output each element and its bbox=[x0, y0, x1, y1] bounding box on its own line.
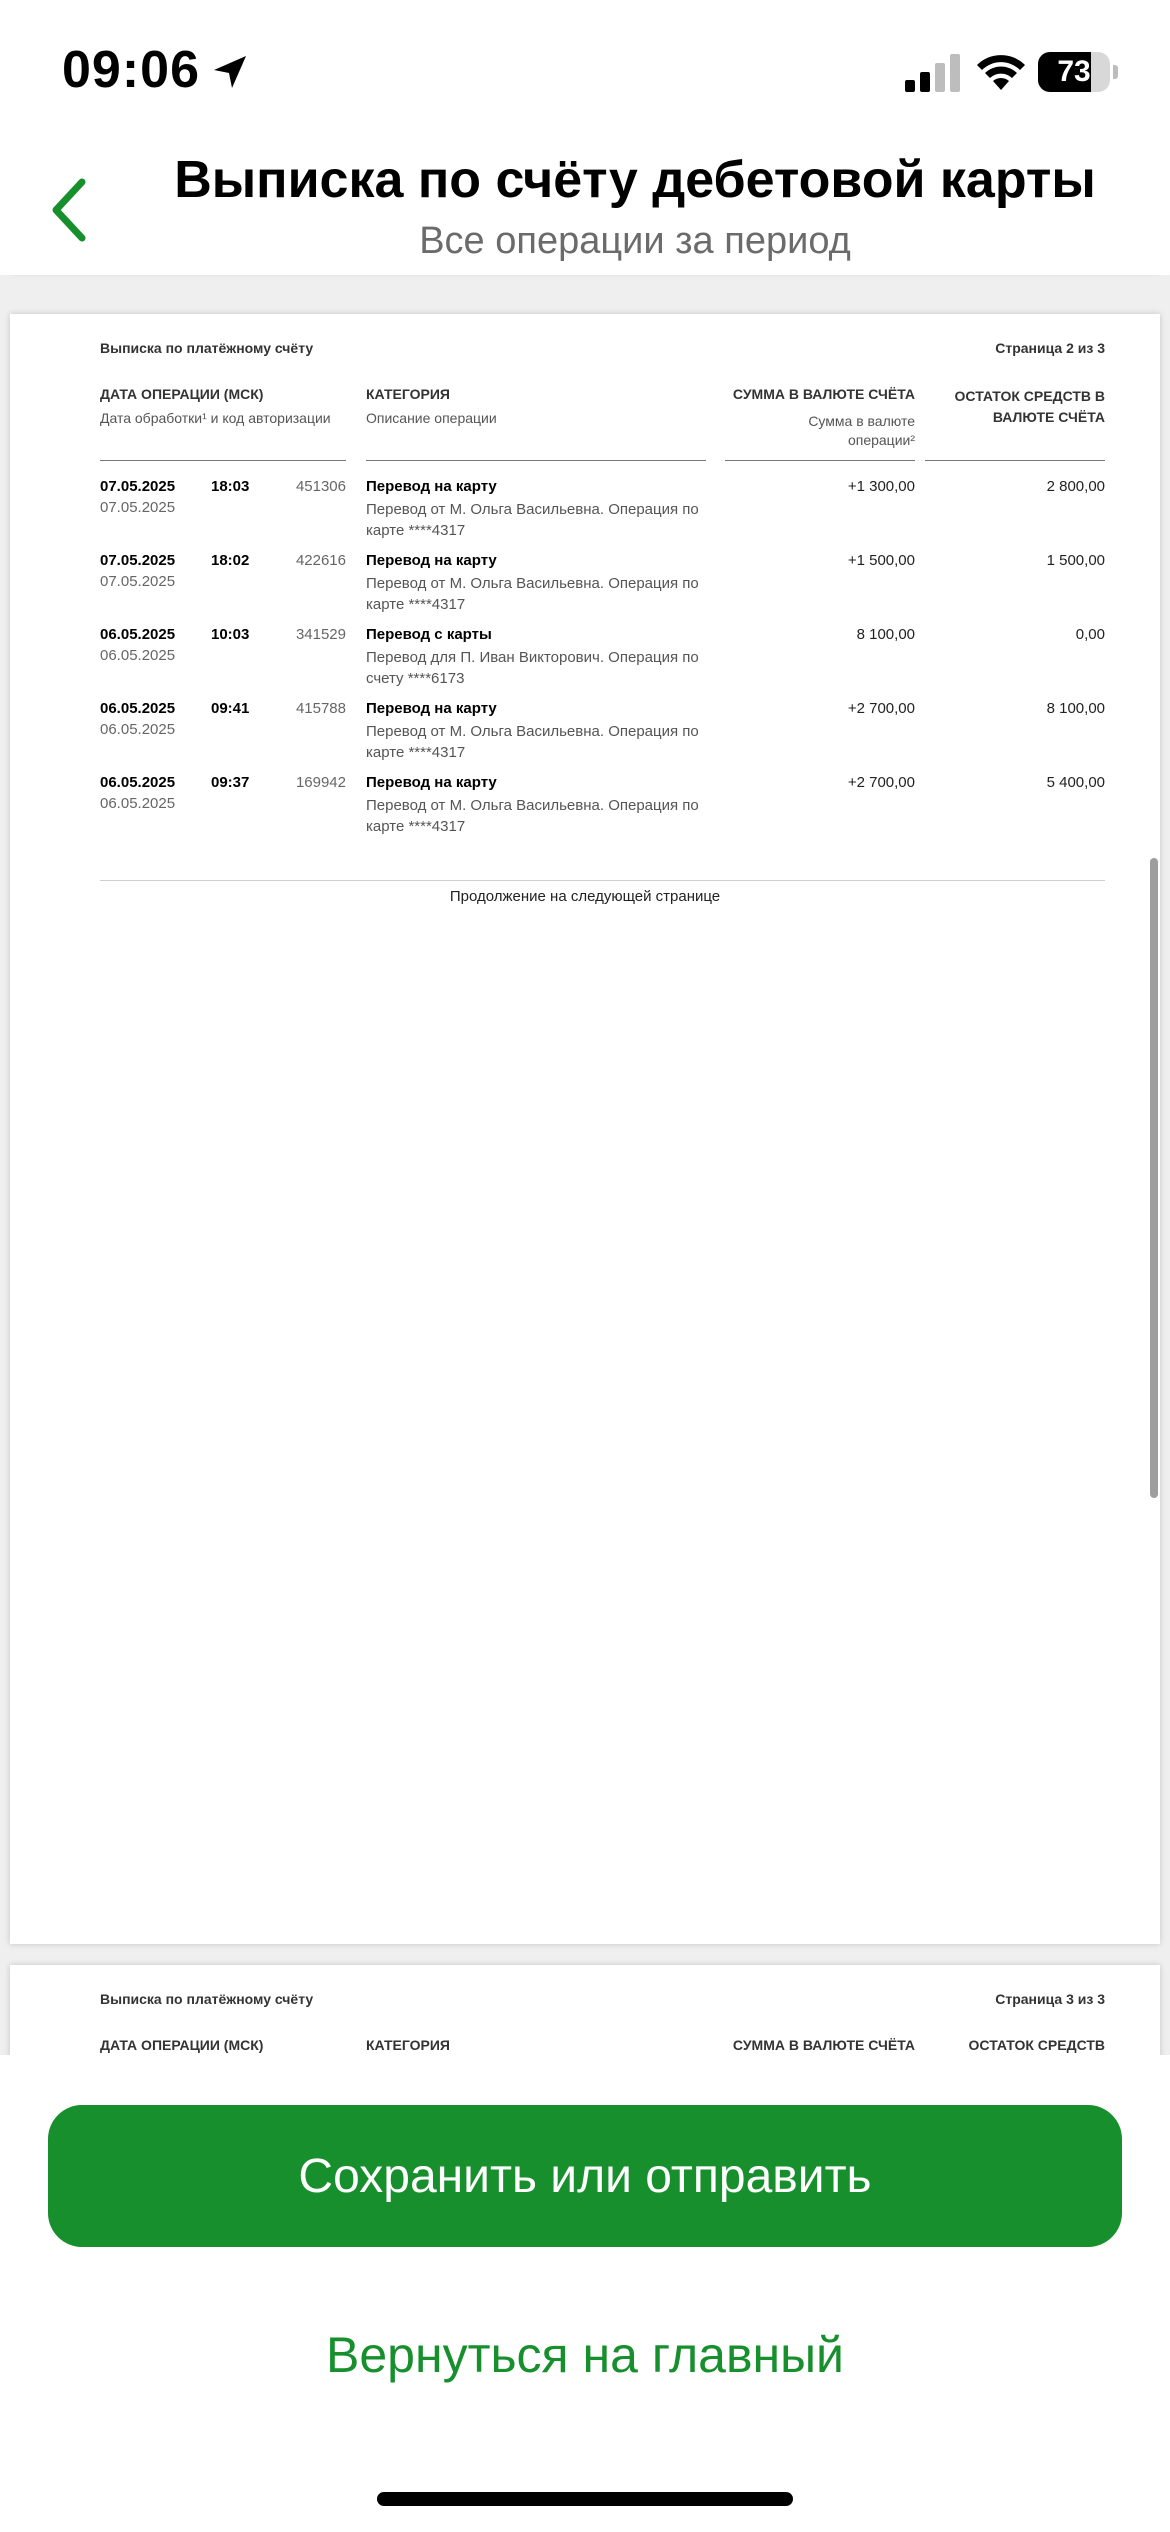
document-page-3 bbox=[10, 1965, 1160, 2055]
auth-code: 341529 bbox=[295, 626, 346, 643]
battery-level: 73 bbox=[1057, 55, 1091, 88]
operation-description: Перевод от М. Ольга Васильевна. Операция по карте ****4317 bbox=[366, 723, 699, 761]
operation-category: Перевод с карты bbox=[366, 626, 492, 643]
page-counter: Страница 2 из 3 bbox=[995, 340, 1105, 356]
screen-header bbox=[0, 140, 1170, 275]
auth-code: 422616 bbox=[295, 552, 346, 569]
col-balance-title: ОСТАТОК СРЕДСТВ В ВАЛЮТЕ СЧЁТА bbox=[954, 388, 1105, 425]
col-amount-title: СУММА В ВАЛЮТЕ СЧЁТА bbox=[732, 386, 915, 402]
col-amount-sub: Сумма в валюте операции² bbox=[808, 413, 915, 448]
operation-description: Перевод для П. Иван Викторович. Операция по счету ****6173 bbox=[366, 649, 699, 687]
save-or-send-button[interactable]: Сохранить или отправить bbox=[48, 2105, 1122, 2247]
operation-category: Перевод на карту bbox=[366, 700, 497, 717]
table-row bbox=[10, 478, 1160, 552]
operation-time: 18:03 bbox=[211, 478, 250, 495]
return-home-link[interactable]: Вернуться на главный bbox=[326, 2327, 844, 2383]
page-counter: Страница 3 из 3 bbox=[995, 1991, 1105, 2007]
page-subtitle: Все операции за период bbox=[419, 220, 851, 262]
col-category-title: КАТЕГОРИЯ bbox=[366, 2037, 450, 2053]
table-row bbox=[10, 774, 1160, 848]
location-arrow-icon bbox=[210, 52, 250, 92]
balance-after: 2 800,00 bbox=[1046, 478, 1105, 495]
col-amount-title: СУММА В ВАЛЮТЕ СЧЁТА bbox=[732, 2037, 915, 2053]
col-date-title: ДАТА ОПЕРАЦИИ (МСК) bbox=[100, 386, 264, 402]
home-indicator bbox=[377, 2492, 793, 2506]
operation-date: 06.05.2025 bbox=[100, 626, 176, 643]
operation-time: 10:03 bbox=[211, 626, 250, 643]
battery-icon bbox=[1038, 52, 1116, 92]
processing-date: 06.05.2025 bbox=[100, 721, 176, 738]
balance-after: 0,00 bbox=[1075, 626, 1105, 643]
operation-amount: 8 100,00 bbox=[856, 626, 915, 643]
operation-amount: +1 500,00 bbox=[847, 552, 915, 569]
operation-description: Перевод от М. Ольга Васильевна. Операция по карте ****4317 bbox=[366, 797, 699, 835]
auth-code: 451306 bbox=[295, 478, 346, 495]
table-row bbox=[10, 700, 1160, 774]
processing-date: 06.05.2025 bbox=[100, 647, 176, 664]
operation-time: 18:02 bbox=[211, 552, 250, 569]
col-date-title: ДАТА ОПЕРАЦИИ (МСК) bbox=[100, 2037, 264, 2053]
cellular-signal-icon bbox=[905, 54, 961, 92]
statement-name: Выписка по платёжному счёту bbox=[100, 340, 314, 356]
page-title: Выписка по счёту дебетовой карты bbox=[174, 151, 1096, 209]
auth-code: 415788 bbox=[295, 700, 346, 717]
operation-time: 09:41 bbox=[211, 700, 250, 717]
back-chevron-icon[interactable] bbox=[40, 170, 100, 250]
col-category-title: КАТЕГОРИЯ bbox=[366, 386, 450, 402]
operation-amount: +2 700,00 bbox=[847, 700, 915, 717]
balance-after: 1 500,00 bbox=[1046, 552, 1105, 569]
operation-time: 09:37 bbox=[211, 774, 250, 791]
status-bar bbox=[0, 0, 1170, 140]
col-category-sub: Описание операции bbox=[366, 410, 497, 426]
continuation-note: Продолжение на следующей странице bbox=[449, 888, 721, 905]
operation-description: Перевод от М. Ольга Васильевна. Операция по карте ****4317 bbox=[366, 575, 699, 613]
operation-date: 06.05.2025 bbox=[100, 774, 176, 791]
col-balance-title: ОСТАТОК СРЕДСТВ bbox=[968, 2037, 1105, 2053]
balance-after: 8 100,00 bbox=[1046, 700, 1105, 717]
document-page-2 bbox=[10, 314, 1160, 1944]
operation-date: 06.05.2025 bbox=[100, 700, 176, 717]
balance-after: 5 400,00 bbox=[1046, 774, 1105, 791]
operation-date: 07.05.2025 bbox=[100, 478, 176, 495]
operation-category: Перевод на карту bbox=[366, 478, 497, 495]
operation-date: 07.05.2025 bbox=[100, 552, 176, 569]
col-date-sub: Дата обработки¹ и код авторизации bbox=[100, 410, 331, 426]
table-row bbox=[10, 626, 1160, 700]
wifi-icon bbox=[975, 52, 1027, 92]
auth-code: 169942 bbox=[295, 774, 346, 791]
table-row bbox=[10, 552, 1160, 626]
statement-name: Выписка по платёжному счёту bbox=[100, 1991, 314, 2007]
document-scrollbar[interactable] bbox=[1150, 858, 1158, 1498]
operation-description: Перевод от М. Ольга Васильевна. Операция по карте ****4317 bbox=[366, 501, 699, 539]
operation-amount: +2 700,00 bbox=[847, 774, 915, 791]
operation-category: Перевод на карту bbox=[366, 552, 497, 569]
status-time: 09:06 bbox=[62, 41, 200, 99]
processing-date: 06.05.2025 bbox=[100, 795, 176, 812]
operation-category: Перевод на карту bbox=[366, 774, 497, 791]
document-viewer[interactable] bbox=[0, 270, 1170, 2055]
operation-amount: +1 300,00 bbox=[847, 478, 915, 495]
processing-date: 07.05.2025 bbox=[100, 573, 176, 590]
processing-date: 07.05.2025 bbox=[100, 499, 176, 516]
